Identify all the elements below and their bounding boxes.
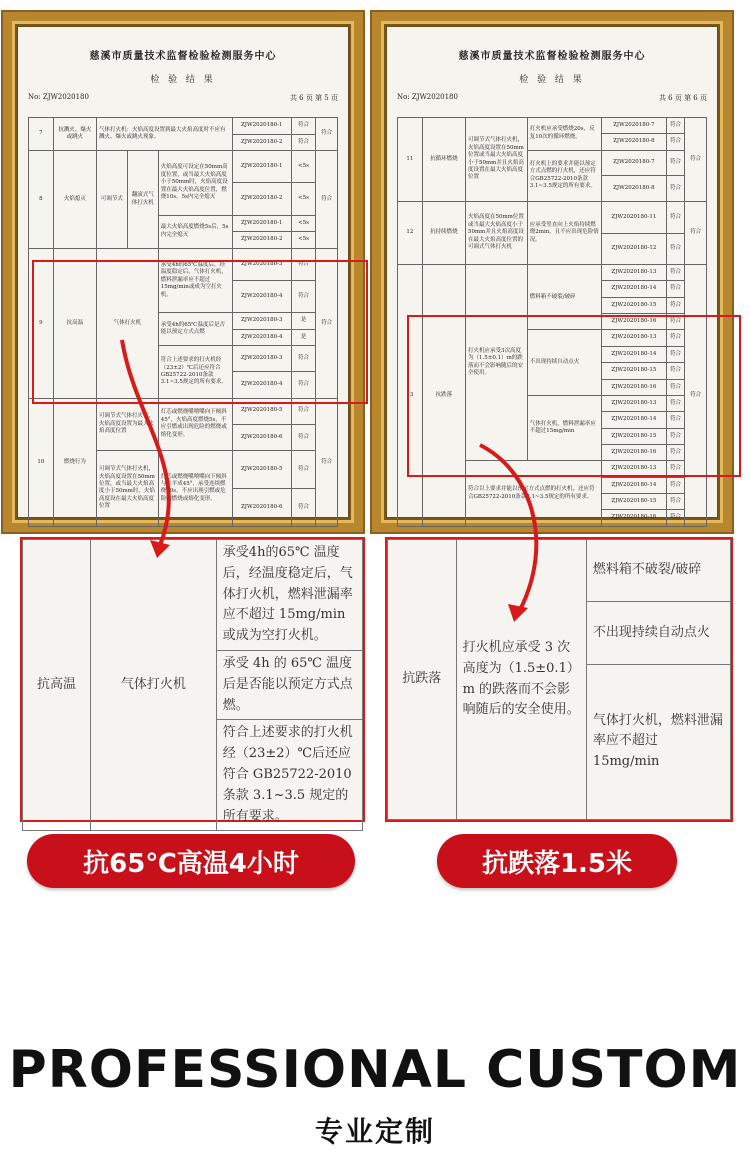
table-row: ZJW2020180-2 <5s — [29, 232, 338, 249]
table-row: ZJW2020180-4 符合 — [29, 280, 338, 312]
table-row: 符合以上要求并能以预定方式点燃的打火机，还应符合GB25722-2010条款3.1~3.5规定的所有要求。 ZJW2020180-13 符合 — [398, 461, 707, 477]
zoom-cond-b: 承受 4h 的 65℃ 温度后是否能以预定方式点燃。 — [216, 650, 362, 719]
table-row: 符合上述要求的打火机经（23±2）℃后还应符合GB25722-2010条款3.1~3.5规定的所有要求。 ZJW2020180-3 符合 — [29, 346, 338, 372]
table-row: ZJW2020180-4 是 — [29, 329, 338, 346]
left-feature-badge: 抗65℃高温4小时 — [27, 834, 355, 888]
table-row: ZJW2020180-16 符合 — [398, 510, 707, 527]
right-doc-title: 检 验 结 果 — [519, 75, 585, 85]
table-row: ZJW2020180-15 符合 — [398, 494, 707, 510]
right-arrow-icon — [480, 445, 536, 610]
left-arrowhead-icon — [150, 540, 170, 558]
zoom-cond: 打火机应承受 3 次高度为（1.5±0.1）m 的跌落而不会影响随后的安全使用。 — [456, 540, 586, 820]
table-row: 13 抗跌落 打火机应承受3次高度为（1.5±0.1）m的跌落而不会影响随后的安全使用。 燃料箱不破裂/破碎 ZJW2020180-13 符合 符合 — [398, 265, 707, 281]
headline: PROFESSIONAL CUSTOM — [8, 1040, 742, 1100]
table-row: 12 抗持续燃烧 火焰高度在50mm位置或当最大火焰高度小于50mm并且火焰高度设在最大火焰高度位置的可调式气体打火机 应承受竖直向上火焰持续燃烧2min，且不应出现危险情况。 ZJW2020180-11 符合 符合 — [398, 202, 707, 233]
table-row: 7 抗溅火、爆火或跳火 气体打火机：火焰高度设置到最大火焰高度时不应有溅火、爆火或跳火现象。 ZJW2020180-1 符合 符合 — [29, 118, 338, 135]
table-row: 不出现持续自动点火 ZJW2020180-13 符合 — [398, 330, 707, 346]
right-org-name: 慈溪市质量技术监督检验检测服务中心 — [458, 51, 646, 62]
table-row: ZJW2020180-4 符合 — [29, 372, 338, 398]
table-row: ZJW2020180-2 <5s — [29, 183, 338, 215]
zoom-sub-label: 气体打火机 — [91, 540, 217, 831]
right-page-no: 共 6 页 第 6 页 — [658, 94, 707, 102]
left-doc-title: 检 验 结 果 — [150, 75, 216, 85]
table-row: ZJW2020180-15 符合 — [398, 297, 707, 313]
table-row: ZJW2020180-15 符合 — [398, 363, 707, 379]
table-row: ZJW2020180-12 符合 — [398, 233, 707, 265]
table-row: ZJW2020180-2 符合 — [29, 134, 338, 151]
table-row: ZJW2020180-6 符合 — [29, 424, 338, 450]
table-row: 承受4h的65℃温度后是否能以预定方式点燃 ZJW2020180-3 是 — [29, 313, 338, 330]
zoom-item-label: 抗高温 — [23, 540, 91, 831]
table-row: 可调节式气体打火机，火焰高度设置在50mm位置，或当最大火焰高度小于50mm时，火焰高度设在最大火焰高度位置 灯芯或燃烧嘴喷嘴向下倾斜与水平成45°，承受连续燃烧10s，不应出现引燃或危险的燃烧或熔化变形。 ZJW2020180-5 符合 — [29, 450, 338, 488]
right-report-no: No: ZJW2020180 — [397, 93, 458, 101]
table-row: 8 火焰熄灭 可调节式 翻滚式气体打火机 火焰高度可设定在50mm高度位置，或当最大火焰高度小于50mm时，火焰高度设置在最大火焰高度位置，燃烧10s，5s内完全熄灭 ZJW2020180-1 <5s 符合 — [29, 151, 338, 183]
table-row: 9 抗高温 气体打火机 承受4h的65℃温度后，经温度稳定后，气体打火机，燃料泄漏率应不超过15mg/min或成为空打火机。 ZJW2020180-3 符合 符合 — [29, 248, 338, 280]
table-row: ZJW2020180-14 符合 — [398, 281, 707, 297]
table-row: 10 燃烧行为 可调节式气体打火机，火焰高度设置为最大火焰高度位置 灯芯或燃烧嘴喷嘴向下倾斜45°，火焰高度燃烧5s，不应引燃或出现危险的燃烧或熔化变形。 ZJW2020180-5 符合 符合 — [29, 398, 338, 424]
zoom-cond-c: 符合上述要求的打火机经（23±2）℃后还应符合 GB25722-2010 条款 3.1~3.5 规定的所有要求。 — [216, 720, 362, 831]
table-row: ZJW2020180-14 符合 — [398, 412, 707, 428]
zoom-item-label: 抗跌落 — [388, 540, 457, 820]
table-row: ZJW2020180-6 符合 — [29, 488, 338, 526]
left-org-name: 慈溪市质量技术监督检验检测服务中心 — [89, 51, 277, 62]
left-arrow-icon — [122, 340, 169, 545]
table-row: ZJW2020180-15 符合 — [398, 428, 707, 444]
zoom-cond-b: 不出现持续自动点火 — [586, 602, 730, 664]
left-report-no: No: ZJW2020180 — [28, 93, 89, 101]
zoom-cond-a: 承受4h的65℃ 温度后，经温度稳定后，气体打火机，燃料泄漏率应不超过 15mg/min 或成为空打火机。 — [216, 540, 362, 651]
table-row: ZJW2020180-16 符合 — [398, 314, 707, 330]
zoom-cond-c: 气体打火机，燃料泄漏率应不超过 15mg/min — [586, 664, 730, 819]
subline: 专业定制 — [314, 1115, 435, 1148]
zoom-cond-a: 燃料箱不破裂/破碎 — [586, 540, 730, 602]
table-row: 11 抗循环燃烧 可调节式气体打火机，火焰高度设置在50mm位置或当最大火焰高度小于50mm并且火焰高度设置在最大火焰高度位置 打火机应承受燃烧20s，反复10次的循环燃烧。 ZJW2020180-7 符合 符合 — [398, 118, 707, 134]
table-row: ZJW2020180-14 符合 — [398, 477, 707, 493]
table-row: ZJW2020180-14 符合 — [398, 346, 707, 362]
table-row: 气体打火机，燃料泄漏率应不超过15mg/min ZJW2020180-13 符合 — [398, 395, 707, 411]
left-page-no: 共 6 页 第 5 页 — [289, 94, 338, 102]
table-row: ZJW2020180-8 符合 — [398, 176, 707, 202]
table-row: ZJW2020180-16 符合 — [398, 379, 707, 395]
table-row: ZJW2020180-16 符合 — [398, 444, 707, 460]
table-row: 打火机上的要求并能以预定方式点燃的打火机，还应符合GB25722-2010条款3.1~3.5规定的所有要求。 ZJW2020180-7 符合 — [398, 150, 707, 176]
table-row: 最大火焰高度燃烧5s后，5s内完全熄灭 ZJW2020180-1 <5s — [29, 215, 338, 232]
table-row: ZJW2020180-8 符合 — [398, 134, 707, 150]
right-feature-badge: 抗跌落1.5米 — [437, 834, 677, 888]
right-arrowhead-icon — [508, 604, 528, 622]
